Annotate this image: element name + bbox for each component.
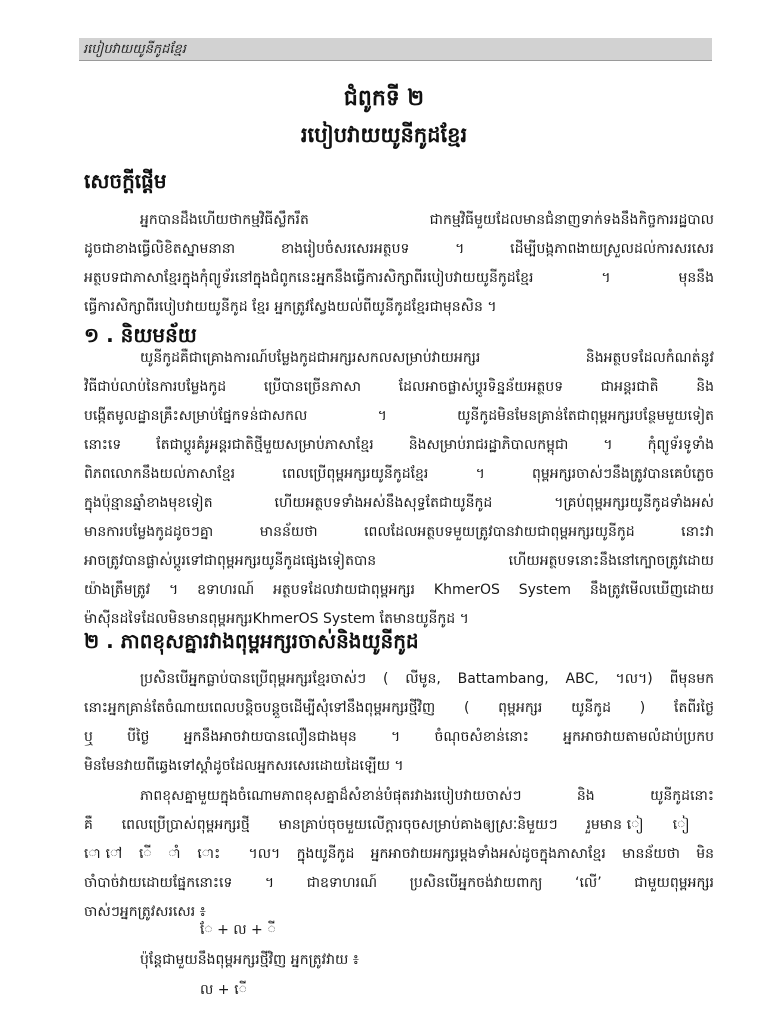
text-line: ោ ៅ ើ ាំ ោះ ។ល។ ក្នុងយូនីកូដ អ្នកអាចវាយអក្សរម្តងទាំងអស់ដូចក្នុងភាសាខ្មែរ មានន័យថា មិន bbox=[84, 846, 714, 862]
intro-paragraph bbox=[84, 206, 714, 322]
text-line: វិធីជាប់លាប់នៃការបម្លែងកូដ ប្រើបានច្រើនភាសា ដែលអាចផ្លាស់ប្តូរទិន្នន័យអត្ថបទ ជាអន្តរជាតិ និង bbox=[84, 379, 714, 395]
section2-paragraph-2 bbox=[84, 782, 714, 927]
text-line: មិនមែនវាយពីឆ្វេងទៅស្តាំដូចដែលអ្នកសរសេរដោយដៃឡើយ ។ bbox=[84, 758, 404, 774]
text-line: យ៉ាងត្រឹមត្រូវ ។ ឧទាហរណ៍ អត្ថបទដែលវាយជាពុម្ពអក្សរ KhmerOS System នឹងត្រូវមើលឃើញដោយ bbox=[84, 582, 714, 598]
text-line: ពិភពលោកនឹងយល់ភាសាខ្មែរ ពេលប្រើពុម្ពអក្សរយូនីកូដខ្មែរ ។ ពុម្ពអក្សរចាស់ៗនឹងត្រូវបានគេបំភ្លេច bbox=[84, 466, 714, 482]
text-line: ចាំបាច់វាយដោយផ្នែកនោះទេ ។ ជាឧទាហរណ៍ ប្រសិនបើអ្នកចង់វាយពាក្យ ‘លើ’ ជាមួយពុម្ពអក្សរ bbox=[84, 875, 714, 891]
text-line: មានការបម្លែងកូដដូចៗគ្នា មានន័យថា ពេលដែលអត្ថបទមួយត្រូវបានវាយជាពុម្ពអក្សរយូនីកូដ នោះវា bbox=[84, 524, 714, 540]
intro-heading: សេចក្តីផ្តើម bbox=[84, 169, 167, 193]
text-line: នោះអ្នកគ្រាន់តែចំណាយពេលបន្តិចបន្តួចដើម្បីសុំទៅនឹងពុម្ពអក្សរថ្មីវិញ ( ពុម្ពអក្សរ យូនីកូដ ) តែពីរថ្ងៃ bbox=[84, 700, 714, 716]
text-line: នោះទេ តែជាប្តូរគំរូអន្តរជាតិថ្មីមួយសម្រាប់ភាសាខ្មែរ និងសម្រាប់រាជរដ្ឋាភិបាលកម្ពុជា ។ កុំព្យូទ័រទូទាំង bbox=[84, 437, 714, 453]
text-line: ដូចជាខាងធ្វើលិខិតស្នាមនានា ខាងរៀបចំសរសេរអត្ថបទ ។ ដើម្បីបង្កភាពងាយស្រួលដល់ការសរសេរ bbox=[84, 241, 714, 257]
text-line: ភាពខុសគ្នាមួយក្នុងចំណោមភាពខុសគ្នាដ៏សំខាន់បំផុតរវាងរបៀបវាយចាស់ៗ និង យូនីកូដនោះ bbox=[140, 788, 714, 804]
new-fonts-intro: ប៉ុន្តែជាមួយនឹងពុម្ពអក្សរថ្មីវិញ អ្នកត្រូវវាយ ៖ bbox=[140, 952, 359, 968]
text-line: អ្នកបានដឹងហើយថាកម្មវិធីស្លឹករឹត ជាកម្មវិធីមួយដែលមានជំនាញទាក់ទងនឹងកិច្ចការរដ្ឋបាល bbox=[140, 212, 714, 228]
text-line: ម៉ាស៊ីនដទៃដែលមិនមានពុម្ពអក្សរKhmerOS System តែមានយូនីកូដ ។ bbox=[84, 611, 469, 627]
text-line: គឺ ពេលប្រើប្រាស់ពុម្ពអក្សរថ្មី មានគ្រាប់ចុចមួយលើក្តារចុចសម្រាប់គាងឲ្យស្រៈនិមួយៗ រួមមាន ៀ ៀ bbox=[84, 817, 714, 833]
chapter-title: របៀបវាយយូនីកូដខ្មែរ bbox=[300, 123, 468, 147]
text-line: ក្នុងប៉ុន្មានឆ្នាំខាងមុខទៀត ហើយអត្ថបទទាំងអស់នឹងសុទ្ធតែជាយូនីកូដ ។គ្រប់ពុម្ពអក្សរយូនីកូដទាំងអស់ bbox=[84, 495, 714, 511]
text-line: ប្រសិនបើអ្នកធ្លាប់បានប្រើពុម្ពអក្សរខ្មែរចាស់ៗ ( លីមូន, Battambang, ABC, ។ល។) ពីមុនមក bbox=[140, 671, 714, 687]
text-line: ឬ បីថ្ងៃ អ្នកនឹងអាចវាយបានលឿនជាងមុន ។ ចំណុចសំខាន់នោះ អ្នកអាចវាយតាមលំដាប់ប្រកប bbox=[84, 729, 714, 745]
text-line: បង្កើតមូលដ្ឋានគ្រឹះសម្រាប់ផ្នែកទន់ជាសកល ។ យូនីកូដមិនមែនគ្រាន់តែជាពុម្ពអក្សរបន្ថែមមួយទៀត bbox=[84, 408, 714, 424]
section2-heading: ២ . ភាពខុសគ្នារវាងពុម្ពអក្សរចាស់និងយូនីកូដ bbox=[84, 629, 419, 653]
text-line: អាចត្រូវបានផ្លាស់ប្តូរទៅជាពុម្ពអក្សរយូនីកូដផ្សេងទៀតបាន ហើយអត្ថបទនោះនឹងនៅក្បោចត្រូវដោយ bbox=[84, 553, 714, 569]
running-header bbox=[79, 38, 712, 61]
running-header-title: របៀបវាយយូនីកូដខ្មែរ bbox=[83, 42, 186, 57]
formula-old-fonts: ែ + ល + ី bbox=[200, 922, 276, 938]
formula-new-fonts: ល + ើ bbox=[200, 982, 247, 998]
section1-heading: ១ . និយមន័យ bbox=[84, 323, 197, 347]
text-line: អត្ថបទជាភាសាខ្មែរក្នុងកុំព្យូទ័រនៅក្នុងជំពូកនេះអ្នកនឹងធ្វើការសិក្សាពីរបៀបវាយយូនីកូដខ្មែរ ។ មុននឹង bbox=[84, 270, 714, 286]
section2-paragraph-1 bbox=[84, 665, 714, 781]
text-line: ធ្វើការសិក្សាពីរបៀបវាយយូនីកូដ ខ្មែរ អ្នកត្រូវស្វែងយល់ពីយូនីកូដខ្មែរជាមុនសិន ។ bbox=[84, 299, 497, 315]
section1-paragraph bbox=[84, 344, 714, 634]
text-line: យូនីកូដគឺជាគ្រោងការណ៍បម្លែងកូដជាអក្សរសកលសម្រាប់វាយអក្សរ និងអត្ថបទដែលកំណត់នូវ bbox=[140, 350, 714, 366]
text-line: ចាស់ៗអ្នកត្រូវសរសេរ ៖ bbox=[84, 904, 206, 920]
chapter-number: ជំពូកទី ២ bbox=[343, 86, 425, 111]
